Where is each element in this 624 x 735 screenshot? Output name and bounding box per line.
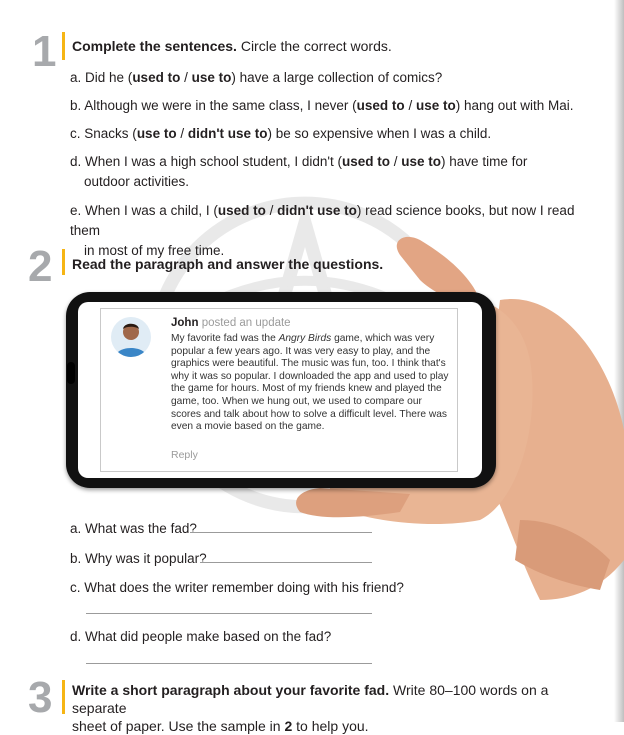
post-header	[171, 317, 291, 329]
item-text: Did he (	[85, 70, 133, 85]
item-letter: a.	[70, 70, 82, 85]
item-text-continued: in most of my free time.	[84, 243, 225, 258]
choice-option-2[interactable]: use to	[191, 70, 232, 85]
answer-line-c[interactable]	[86, 613, 372, 614]
question-text: What did people make based on the fad?	[85, 629, 332, 644]
choice-option-2[interactable]: use to	[401, 154, 442, 169]
item-text: ) read science books, but now I read them	[70, 203, 575, 238]
item-letter: e.	[70, 203, 82, 218]
question-d	[70, 628, 331, 646]
section-3-instruction-2: sheet of paper. Use the sample in	[72, 718, 285, 734]
item-text-continued: outdoor activities.	[84, 174, 190, 189]
item-text: ) hang out with Mai.	[455, 98, 574, 113]
post-game-title: Angry Birds	[278, 333, 332, 344]
choice-option-1[interactable]: used to	[342, 154, 391, 169]
social-post-card	[100, 308, 458, 472]
question-letter: c.	[70, 580, 81, 595]
section-3-instruction: Write 80–100 words on a separate	[72, 682, 549, 716]
question-text: What was the fad?	[85, 521, 197, 536]
avatar	[111, 317, 151, 357]
answer-line-b[interactable]	[200, 562, 372, 563]
section-3-accent-bar	[62, 680, 65, 714]
smartphone	[66, 292, 496, 488]
choice-separator: /	[180, 70, 192, 85]
section-2-title: Read the paragraph and answer the questions.	[72, 256, 384, 272]
person-icon	[111, 317, 151, 357]
choice-option-1[interactable]: used to	[132, 70, 181, 85]
item-letter: c.	[70, 126, 81, 141]
choice-option-1[interactable]: used to	[217, 203, 266, 218]
choice-option-1[interactable]: used to	[356, 98, 405, 113]
question-text: What does the writer remember doing with his friend?	[84, 580, 404, 595]
item-text: When I was a child, I (	[85, 203, 218, 218]
choice-separator: /	[390, 154, 402, 169]
section-1-instruction: Circle the correct words.	[236, 38, 392, 54]
section-reference: 2	[284, 718, 293, 734]
choice-separator: /	[404, 98, 416, 113]
section-1-number: 1	[32, 27, 57, 76]
phone-screen	[78, 302, 482, 478]
post-action: posted an update	[201, 317, 291, 329]
choice-separator: /	[265, 203, 278, 218]
section-2-number: 2	[28, 242, 53, 291]
question-letter: d.	[70, 629, 82, 644]
question-letter: b.	[70, 551, 82, 566]
choice-option-2[interactable]: use to	[415, 98, 456, 113]
item-text: ) have time for	[441, 154, 528, 169]
item-text: When I was a high school student, I didn't (	[85, 154, 342, 169]
choice-separator: /	[176, 126, 188, 141]
choice-option-2[interactable]: didn't use to	[277, 203, 357, 218]
post-text: My favorite fad was the	[171, 333, 279, 344]
post-author[interactable]: John	[171, 317, 199, 329]
answer-line-d[interactable]	[86, 663, 372, 664]
question-c	[70, 579, 404, 597]
reply-link[interactable]: Reply	[171, 449, 198, 461]
item-text: ) be so expensive when I was a child.	[267, 126, 492, 141]
item-text: ) have a large collection of comics?	[231, 70, 443, 85]
item-text: Snacks (	[84, 126, 137, 141]
choice-option-1[interactable]: use to	[136, 126, 177, 141]
section-3-number: 3	[28, 673, 53, 722]
post-text: game, which was very popular a few years ago. It was very easy to play, and the graphics were beautiful. The music was fun, too. I think that's why it was so popular. I downloaded the app and used to play the game for hours. Most of my friends knew and played the game, too. When we hung out, we used to compare our scores and talk about how to solve a difficult level. There was even a movie based on the game.	[171, 333, 449, 433]
post-body	[171, 333, 453, 434]
section-1-title: Complete the sentences.	[72, 38, 237, 54]
section-3-heading	[72, 681, 592, 735]
choice-option-2[interactable]: didn't use to	[187, 126, 268, 141]
section-3-instruction-3: to help you.	[292, 718, 369, 734]
question-a	[70, 520, 197, 538]
question-text: Why was it popular?	[85, 551, 207, 566]
answer-line-a[interactable]	[190, 532, 372, 533]
phone-camera-notch	[67, 362, 75, 384]
item-letter: d.	[70, 154, 82, 169]
item-text: Although we were in the same class, I never (	[84, 98, 357, 113]
question-b	[70, 550, 207, 568]
question-letter: a.	[70, 521, 82, 536]
section-3-title: Write a short paragraph about your favorite fad.	[72, 682, 390, 698]
item-letter: b.	[70, 98, 82, 113]
